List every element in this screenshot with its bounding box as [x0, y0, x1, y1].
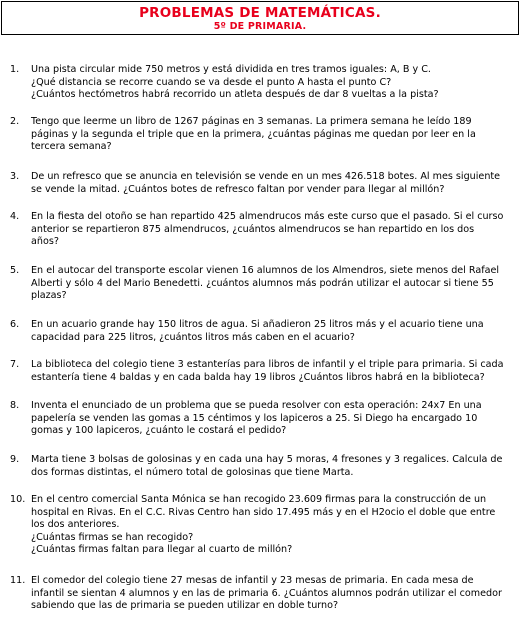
problem-line: los dos anteriores. — [31, 519, 120, 530]
problem-number: 11. — [10, 575, 26, 586]
worksheet-header — [1, 1, 519, 35]
problem-line: Alberti y sólo 4 del Mario Benedetti. ¿cuántos alumnos más podrán utilizar el autocar si tiene 55 — [31, 277, 494, 289]
problem-text — [31, 64, 517, 102]
problem-text — [31, 265, 517, 303]
problem-line: La biblioteca del colegio tiene 3 estanterías para libros de infantil y el triple para primaria. Si cada — [31, 359, 504, 370]
problem-line: El comedor del colegio tiene 27 mesas de infantil y 23 mesas de primaria. En cada mesa de — [31, 575, 474, 586]
problem-number: 6. — [10, 319, 20, 330]
problem-line: papelería se venden las gomas a 15 céntimos y los lapiceros a 25. Si Diego ha encargado 10 — [31, 412, 478, 424]
problem-text — [31, 319, 517, 344]
problem-number: 10. — [10, 494, 26, 505]
problem-text — [31, 359, 517, 384]
problem-line: ¿Cuántos hectómetros habrá recorrido un atleta después de dar 8 vueltas a la pista? — [31, 89, 439, 100]
problem-line: años? — [31, 236, 59, 247]
problem-line: se vende la mitad. ¿Cuántos botes de refresco faltan por vender para llegar al millón? — [31, 183, 445, 195]
problem-number: 3. — [10, 171, 20, 182]
problem-number: 1. — [10, 64, 20, 75]
problem-line: plazas? — [31, 290, 67, 301]
problem-text — [31, 171, 517, 196]
problem-number: 5. — [10, 265, 20, 276]
problem-line: Inventa el enunciado de un problema que se pueda resolver con esta operación: 24x7 En una — [31, 400, 482, 411]
problem-number: 8. — [10, 400, 20, 411]
problem-line: Marta tiene 3 bolsas de golosinas y en cada una hay 5 moras, 4 fresones y 3 regalices. Calcula de — [31, 454, 503, 465]
problem-line: En el autocar del transporte escolar vienen 16 alumnos de los Almendros, siete menos del Rafael — [31, 265, 500, 276]
problem-number: 2. — [10, 116, 20, 127]
problem-line: ¿Cuántas firmas se han recogido? — [31, 531, 194, 543]
worksheet-subtitle: 5º DE PRIMARIA. — [213, 21, 307, 32]
problem-text — [31, 400, 517, 438]
problem-line: gomas y 100 lapiceros, ¿cuánto le costará el pedido? — [31, 425, 287, 436]
problem-number: 9. — [10, 454, 20, 465]
problem-text — [31, 211, 517, 249]
problem-line: ¿Cuántas firmas faltan para llegar al cuarto de millón? — [31, 544, 293, 555]
problem-line: sabiendo que las de primaria se pueden utilizar en doble turno? — [31, 600, 339, 611]
problem-line: infantil se sientan 4 alumnos y en las de primaria 6. ¿Cuántos alumnos podrán utilizar el comedor — [31, 587, 502, 599]
problem-line: Tengo que leerme un libro de 1267 páginas en 3 semanas. La primera semana he leído 189 — [31, 116, 472, 127]
problem-line: páginas y la segunda el triple que en la primera, ¿cuántas páginas me quedan por leer en la — [31, 128, 476, 140]
problem-line: hospital en Rivas. En el C.C. Rivas Centro han sido 17.495 más y en el H2ocio el doble que entre — [31, 506, 496, 518]
problem-line: En el centro comercial Santa Mónica se han recogido 23.609 firmas para la construcción de un — [31, 494, 487, 505]
problem-line: estantería tiene 4 baldas y en cada balda hay 19 libros ¿Cuántos libros habrá en la biblioteca? — [31, 371, 485, 383]
worksheet-title: PROBLEMAS DE MATEMÁTICAS. — [139, 5, 381, 21]
problem-text — [31, 494, 517, 557]
problem-text — [31, 575, 517, 613]
problem-line: dos formas distintas, el número total de golosinas que tiene Marta. — [31, 466, 354, 478]
problem-line: ¿Qué distancia se recorre cuando se va desde el punto A hasta el punto C? — [31, 76, 392, 88]
problem-line: anterior se repartieron 875 almendrucos, ¿cuántos almendrucos se han repartido en los dos — [31, 223, 475, 235]
problem-number: 4. — [10, 211, 20, 222]
problem-line: En un acuario grande hay 150 litros de agua. Si añadieron 25 litros más y el acuario tiene una — [31, 319, 484, 330]
problem-text — [31, 454, 517, 479]
problem-line: En la fiesta del otoño se han repartido 425 almendrucos más este curso que el pasado. Si el curso — [31, 211, 504, 222]
problem-line: tercera semana? — [31, 141, 112, 152]
problem-number: 7. — [10, 359, 20, 370]
problem-text — [31, 116, 517, 154]
problem-line: Una pista circular mide 750 metros y está dividida en tres tramos iguales: A, B y C. — [31, 64, 431, 75]
problem-line: capacidad para 225 litros, ¿cuántos litros más caben en el acuario? — [31, 331, 355, 343]
problem-line: De un refresco que se anuncia en televisión se vende en un mes 426.518 botes. Al mes siguiente — [31, 171, 501, 182]
